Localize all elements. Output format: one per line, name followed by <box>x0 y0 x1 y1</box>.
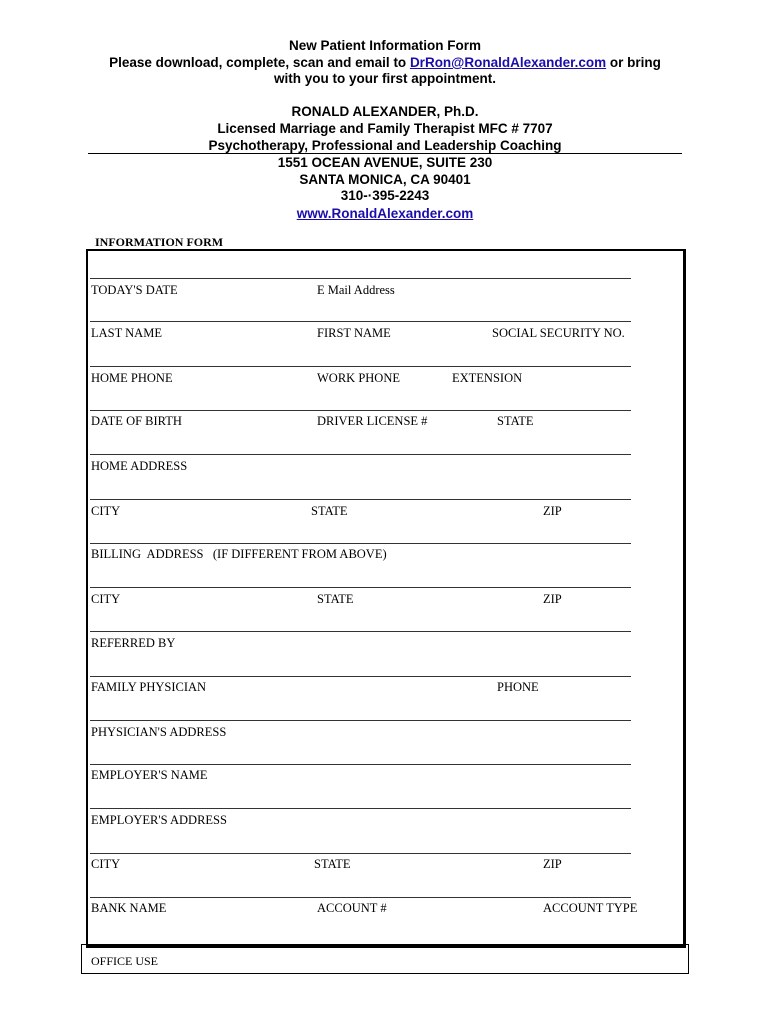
fill-line[interactable] <box>90 454 631 455</box>
form-title: INFORMATION FORM <box>95 235 224 249</box>
fill-line[interactable] <box>90 764 631 765</box>
social-security-label: SOCIAL SECURITY NO. <box>492 326 625 340</box>
referred-by-label: REFERRED BY <box>91 636 176 650</box>
office-use-label: OFFICE USE <box>91 954 159 968</box>
home-address-label: HOME ADDRESS <box>91 459 188 473</box>
employers-name-label: EMPLOYER'S NAME <box>91 768 208 782</box>
employers-address-label: EMPLOYER'S ADDRESS <box>91 813 227 827</box>
family-physician-label: FAMILY PHYSICIAN <box>91 680 207 694</box>
email-link[interactable]: DrRon@RonaldAlexander.com <box>409 55 607 70</box>
therapist-name: RONALD ALEXANDER, Ph.D. <box>291 104 479 119</box>
driver-license-label: DRIVER LICENSE # <box>317 414 428 428</box>
fill-line[interactable] <box>90 587 631 588</box>
state-label: STATE <box>311 504 348 518</box>
phone-line: 310-·395-2243 <box>340 188 430 203</box>
header-divider <box>88 153 682 154</box>
fill-line[interactable] <box>90 631 631 632</box>
website-link[interactable]: www.RonaldAlexander.com <box>296 206 474 221</box>
todays-date-label: TODAY'S DATE <box>91 283 178 297</box>
billing-state-label: STATE <box>317 592 354 606</box>
instructions-line-1 <box>0 55 770 71</box>
information-form-box <box>86 249 686 948</box>
account-number-label: ACCOUNT # <box>317 901 387 915</box>
last-name-label: LAST NAME <box>91 326 162 340</box>
services-line: Psychotherapy, Professional and Leadership Coaching <box>208 138 562 153</box>
instructions-prefix: Please download, complete, scan and email to <box>109 55 410 70</box>
fill-line[interactable] <box>90 499 631 500</box>
physician-phone-label: PHONE <box>497 680 539 694</box>
billing-zip-label: ZIP <box>543 592 562 606</box>
bank-name-label: BANK NAME <box>91 901 167 915</box>
employer-city-label: CITY <box>91 857 121 871</box>
fill-line[interactable] <box>90 366 631 367</box>
fill-line[interactable] <box>90 897 631 898</box>
work-phone-label: WORK PHONE <box>317 371 400 385</box>
address-line-1: 1551 OCEAN AVENUE, SUITE 230 <box>277 155 493 170</box>
fill-line[interactable] <box>90 543 631 544</box>
date-of-birth-label: DATE OF BIRTH <box>91 414 182 428</box>
form-heading: New Patient Information Form <box>288 38 481 53</box>
employer-state-label: STATE <box>314 857 351 871</box>
physicians-address-label: PHYSICIAN'S ADDRESS <box>91 725 227 739</box>
fill-line[interactable] <box>90 676 631 677</box>
email-address-label: E Mail Address <box>317 283 395 297</box>
fill-line[interactable] <box>90 808 631 809</box>
fill-line[interactable] <box>90 410 631 411</box>
website-line <box>0 206 770 222</box>
address-line-2: SANTA MONICA, CA 90401 <box>299 172 471 187</box>
instructions-suffix: or bring <box>606 55 661 70</box>
billing-address-label: BILLING ADDRESS (IF DIFFERENT FROM ABOVE) <box>91 547 387 561</box>
license-line: Licensed Marriage and Family Therapist MFC # 7707 <box>217 121 553 136</box>
city-label: CITY <box>91 504 121 518</box>
fill-line[interactable] <box>90 720 631 721</box>
fill-line[interactable] <box>90 278 631 279</box>
fill-line[interactable] <box>90 321 631 322</box>
office-use-box <box>81 944 689 974</box>
fill-line[interactable] <box>90 853 631 854</box>
home-phone-label: HOME PHONE <box>91 371 173 385</box>
employer-zip-label: ZIP <box>543 857 562 871</box>
first-name-label: FIRST NAME <box>317 326 391 340</box>
billing-city-label: CITY <box>91 592 121 606</box>
account-type-label: ACCOUNT TYPE <box>543 901 638 915</box>
extension-label: EXTENSION <box>452 371 523 385</box>
zip-label: ZIP <box>543 504 562 518</box>
instructions-line-2: with you to your first appointment. <box>274 71 496 86</box>
license-state-label: STATE <box>497 414 534 428</box>
